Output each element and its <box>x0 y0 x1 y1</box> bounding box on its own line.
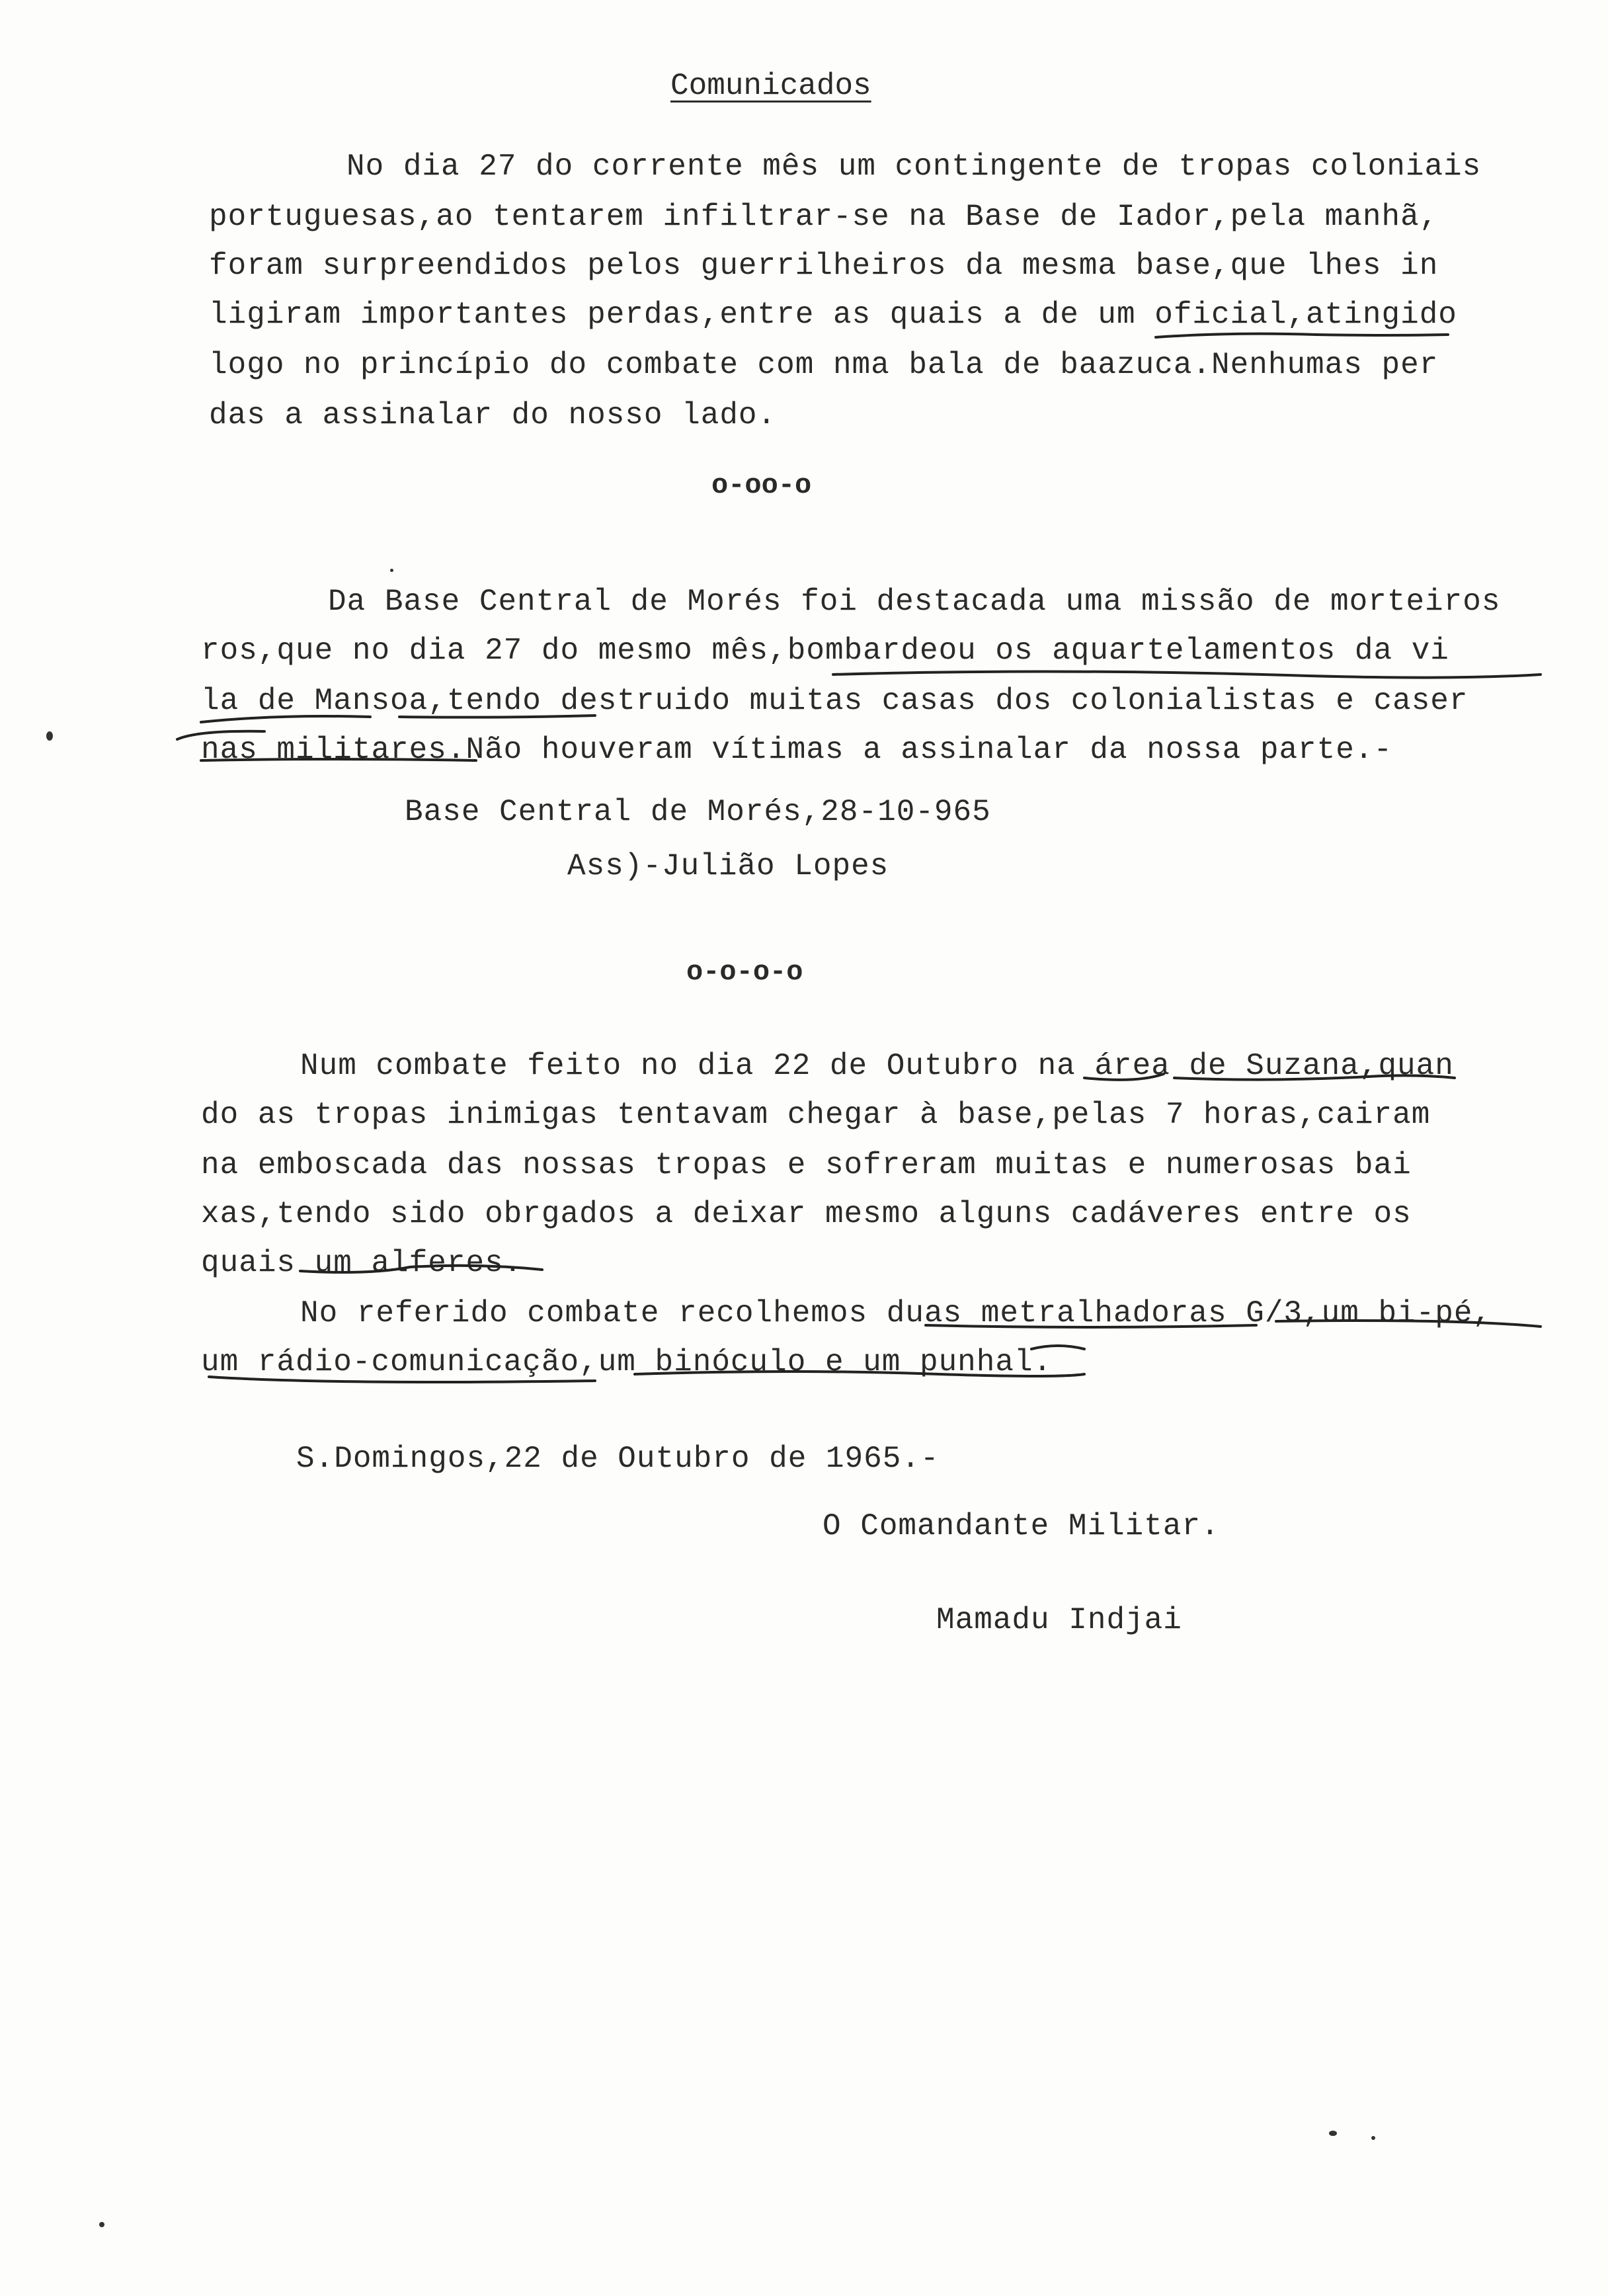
text-line: um rádio-comunicação,um binóculo e um punhal. <box>201 1345 1053 1379</box>
text-line: No referido combate recolhemos duas metralhadoras G/3,um bi-pé, <box>300 1296 1492 1331</box>
place-date: S.Domingos,22 de Outubro de 1965.- <box>296 1442 940 1476</box>
signer-role: O Comandante Militar. <box>823 1509 1220 1543</box>
signer-name: Mamadu Indjai <box>936 1603 1182 1637</box>
text-line: portuguesas,ao tentarem infiltrar-se na Base de Iador,pela manhã, <box>209 200 1439 234</box>
signature: Ass)-Julião Lopes <box>567 849 889 883</box>
place-date: Base Central de Morés,28-10-965 <box>405 795 991 829</box>
text-line: foram surpreendidos pelos guerrilheiros da mesma base,que lhes in <box>209 249 1439 283</box>
text-line: quais um alferes. <box>201 1246 523 1280</box>
text-line: No dia 27 do corrente mês um contingente de tropas coloniais <box>346 149 1482 184</box>
text-line: nas militares.Não houveram vítimas a assinalar da nossa parte.- <box>201 733 1393 767</box>
text-line: la de Mansoa,tendo destruido muitas casas dos colonialistas e caser <box>201 684 1468 718</box>
scan-speck <box>1371 2136 1375 2140</box>
document-title: Comunicados <box>670 69 871 103</box>
scan-speck <box>46 731 53 741</box>
text-line: logo no princípio do combate com nma bala de baazuca.Nenhumas per <box>209 348 1439 382</box>
scan-speck <box>390 569 393 572</box>
text-line: Num combate feito no dia 22 de Outubro na área de Suzana,quan <box>300 1049 1454 1083</box>
text-line: xas,tendo sido obrgados a deixar mesmo alguns cadáveres entre os <box>201 1197 1412 1231</box>
scan-speck <box>99 2222 104 2227</box>
text-line: ros,que no dia 27 do mesmo mês,bombardeou os aquartelamentos da vi <box>201 634 1449 668</box>
text-line: das a assinalar do nosso lado. <box>209 398 777 432</box>
text-line: ligiram importantes perdas,entre as quais a de um oficial,atingido <box>209 298 1457 332</box>
text-line: na emboscada das nossas tropas e sofreram muitas e numerosas bai <box>201 1148 1412 1182</box>
scan-speck <box>1329 2131 1337 2136</box>
separator: o-oo-o <box>711 470 812 501</box>
text-line: do as tropas inimigas tentavam chegar à base,pelas 7 horas,cairam <box>201 1098 1431 1132</box>
text-line: Da Base Central de Morés foi destacada uma missão de morteiros <box>328 585 1501 619</box>
separator: o-o-o-o <box>686 956 803 988</box>
